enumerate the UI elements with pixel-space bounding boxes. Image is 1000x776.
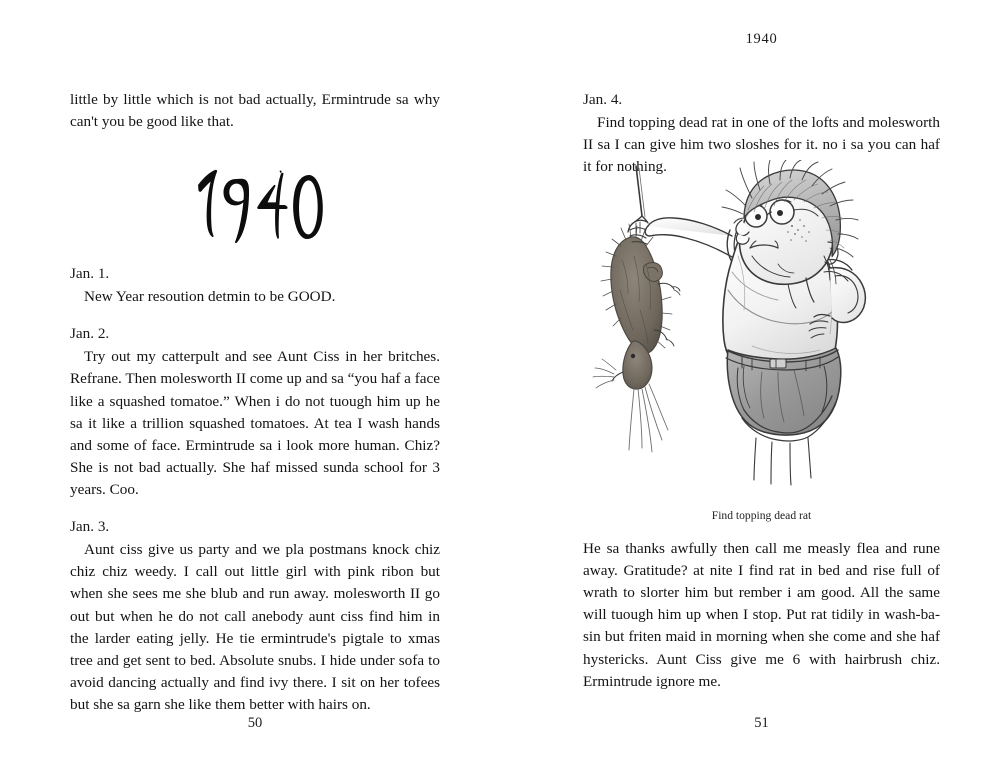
entry-spacer [70,308,440,323]
legs [754,438,811,485]
tail-paragraph: He sa thanks awfully then call me measly flea and rune away. Gratitude? at nite I find rat in bed and rise full of wrath to slorter him but rember i am good. All the same will tuough him up when I stop. Put rat tidily in wash-basin but friten maid in morning when she come and she haf hystericks. Aunt Ciss give me 6 with hairbrush chiz. Ermintrude ignore me. [583,540,940,690]
illustration-figure [583,160,940,523]
page-number-left: 50 [247,715,263,731]
entry-date: Jan. 4. [583,91,623,108]
entry-text: New Year resoution detmin to be GOOD. [84,288,336,306]
left-page-entries [70,263,440,716]
diary-entry [70,263,440,308]
boy-holding-dead-rat-illustration [592,160,932,500]
year-display-heading [70,150,440,260]
running-head: 1940 [745,31,778,47]
grey-shorts [726,348,841,441]
entry-text: Find topping dead rat in one of the lofts and molesworth II sa I can give him two sloshes for it. no i sa you can haf it for nothing. [583,114,940,176]
right-page [583,0,940,776]
entry-date: Jan. 3. [70,518,110,536]
entry-spacer [70,501,440,516]
continued-paragraph: little by little which is not bad actually, Ermintrude sa why can't you be good like that. [70,91,440,131]
entry-date: Jan. 2. [70,325,110,343]
entry-date: Jan. 1. [70,265,110,282]
figure-caption: Find topping dead rat [711,509,812,522]
entry-text: Try out my catterpult and see Aunt Ciss in her britches. Refrane. Then molesworth II come up and sa “you haf a face like a squashed tomatoe.” When i do not tuough him up he sa it like a trillion squashed tomatoes. At tea I wash hands and some of face. Ermintrude sa i look more human. Chiz? She is not bad actually. She haf missed sunda school for 3 years. Coo. [70,348,440,498]
diary-entry [70,516,440,716]
year-1940-calligraphy [180,155,330,255]
diary-entry [70,323,440,501]
stick-and-string [628,166,648,234]
page-number-right: 51 [754,715,769,731]
entry-text: Aunt ciss give us party and we pla postmans knock chiz chiz chiz weedy. I call out little girl with pink ribon but when she sees me she blub and run away. molesworth II go out but when he do not call anebody aunt ciss find him in the larder eating jelly. He tie ermintrude's pigtale to xmas tree and get sent to bed. Absolute snubs. I hide under sofa to avoid dancing actually and find ivy there. I sit on her tofees but she sa garn she like them better with hairs on. [70,541,440,713]
left-page [70,0,440,776]
dead-rat [593,224,680,452]
